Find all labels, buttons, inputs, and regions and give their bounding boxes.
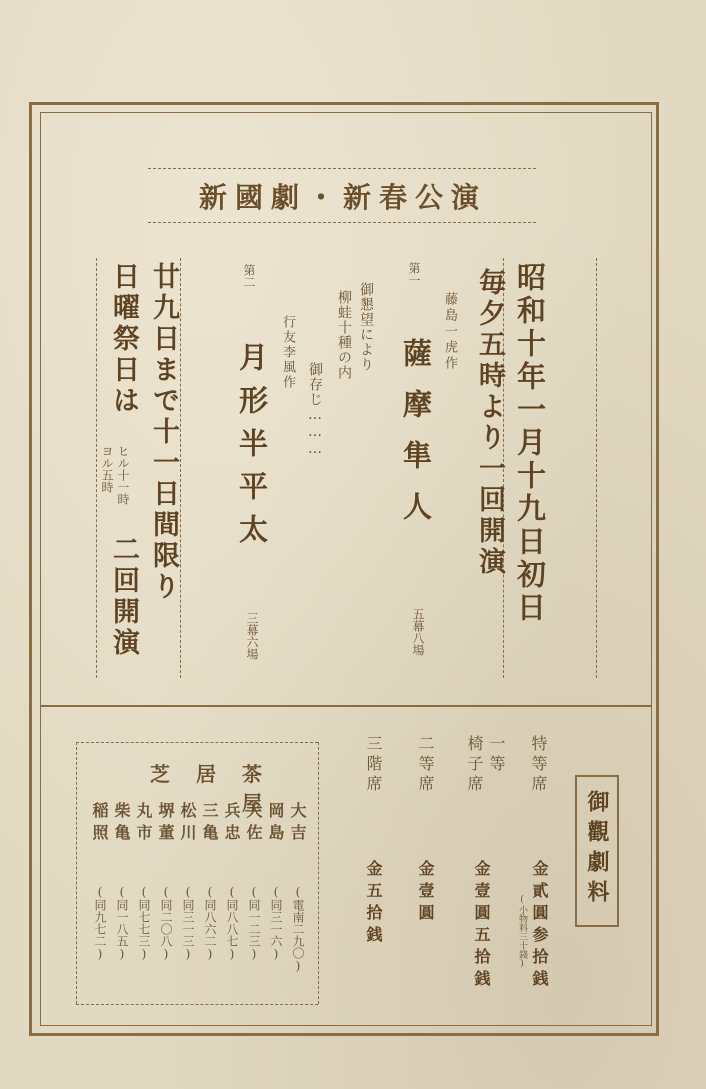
- price-special: 金貳圓参拾銭: [530, 860, 549, 992]
- teahouse-name: 稲照: [90, 802, 109, 846]
- teahouse-tel: (同一二三): [247, 885, 261, 961]
- opening-date: 昭和十年一月十九日初日: [513, 262, 547, 625]
- date-rule-right: [596, 258, 597, 678]
- play1-label: 第一: [407, 262, 421, 286]
- schedule-rule-left: [96, 258, 97, 678]
- play2-label: 第二: [242, 264, 256, 288]
- teahouse-name: 丸市: [134, 802, 153, 846]
- play1-title: 薩摩隼人: [399, 338, 433, 542]
- holiday-note: 日曜祭日は: [108, 262, 139, 417]
- header-rule-bottom: [148, 222, 536, 223]
- play2-acts: 三幕六場: [245, 612, 259, 660]
- price-second: 金壹圓: [416, 860, 435, 926]
- teahouse-rule-right: [318, 742, 319, 1004]
- seat-second: 二等席: [416, 735, 435, 795]
- teahouse-tel: (同九七二): [93, 885, 107, 961]
- note-line2: 柳蛙十種の内: [336, 290, 352, 380]
- showtime: 毎夕五時より一回開演: [474, 268, 505, 578]
- teahouse-name: 柴亀: [112, 802, 131, 846]
- holiday-time-evening: ヨル五時: [100, 445, 114, 493]
- price-special-note: (小物料三十錢): [517, 895, 527, 969]
- holiday-times: [100, 445, 130, 505]
- run-period: 廿九日まで十一日間限り: [148, 262, 179, 603]
- teahouse-name: 三亀: [200, 802, 219, 846]
- teahouse-tel: (同二〇八): [159, 885, 173, 961]
- teahouse-tel: (同八六二): [203, 885, 217, 961]
- teahouse-rule-bottom: [76, 1004, 318, 1005]
- holiday-performances: 二回開演: [108, 535, 139, 659]
- teahouse-title-text: 芝居茶屋: [150, 762, 288, 815]
- teahouse-tel: (同七七三): [137, 885, 151, 961]
- seat-first-class: 一等: [487, 735, 506, 775]
- teahouse-name: 大吉: [288, 802, 307, 846]
- teahouse-tel: (同八八七): [225, 885, 239, 961]
- teahouse-name: 岡島: [266, 802, 285, 846]
- teahouse-tel: (同三一三): [181, 885, 195, 961]
- teahouse-rule-left: [76, 742, 77, 1004]
- teahouse-rule-top: [76, 742, 318, 743]
- teahouse-name: 堺董: [156, 802, 175, 846]
- teahouse-name: 兵忠: [222, 802, 241, 846]
- teahouse-tel: (電南二九〇): [291, 885, 305, 973]
- holiday-time-noon: ヒル十一時: [116, 445, 130, 505]
- play1-author: 藤島一虎作: [442, 292, 457, 372]
- teahouse-tel: (同一八五): [115, 885, 129, 961]
- price-third: 金五拾銭: [364, 860, 383, 948]
- note-line3: 御存じ………: [307, 362, 323, 458]
- seat-special: 特等席: [529, 735, 548, 795]
- play2-author: 行友李風作: [280, 315, 295, 390]
- header-rule-top: [148, 168, 536, 169]
- teahouse-tel: (同三一六): [269, 885, 283, 961]
- teahouse-name: 大佐: [244, 802, 263, 846]
- playbill-title: 新國劇・新春公演: [199, 181, 488, 214]
- price-heading: 御觀劇料: [584, 790, 610, 910]
- seat-third-gallery: 三階席: [364, 735, 383, 795]
- section-divider: [40, 705, 652, 707]
- seat-first-chair: 椅子席: [465, 735, 484, 795]
- play1-acts: 五幕八場: [411, 608, 425, 656]
- play2-title: 月形半平太: [235, 342, 269, 557]
- note-line1: 御懇望により: [358, 282, 374, 372]
- price-first: 金壹圓五拾銭: [472, 860, 491, 992]
- teahouse-name: 松川: [178, 802, 197, 846]
